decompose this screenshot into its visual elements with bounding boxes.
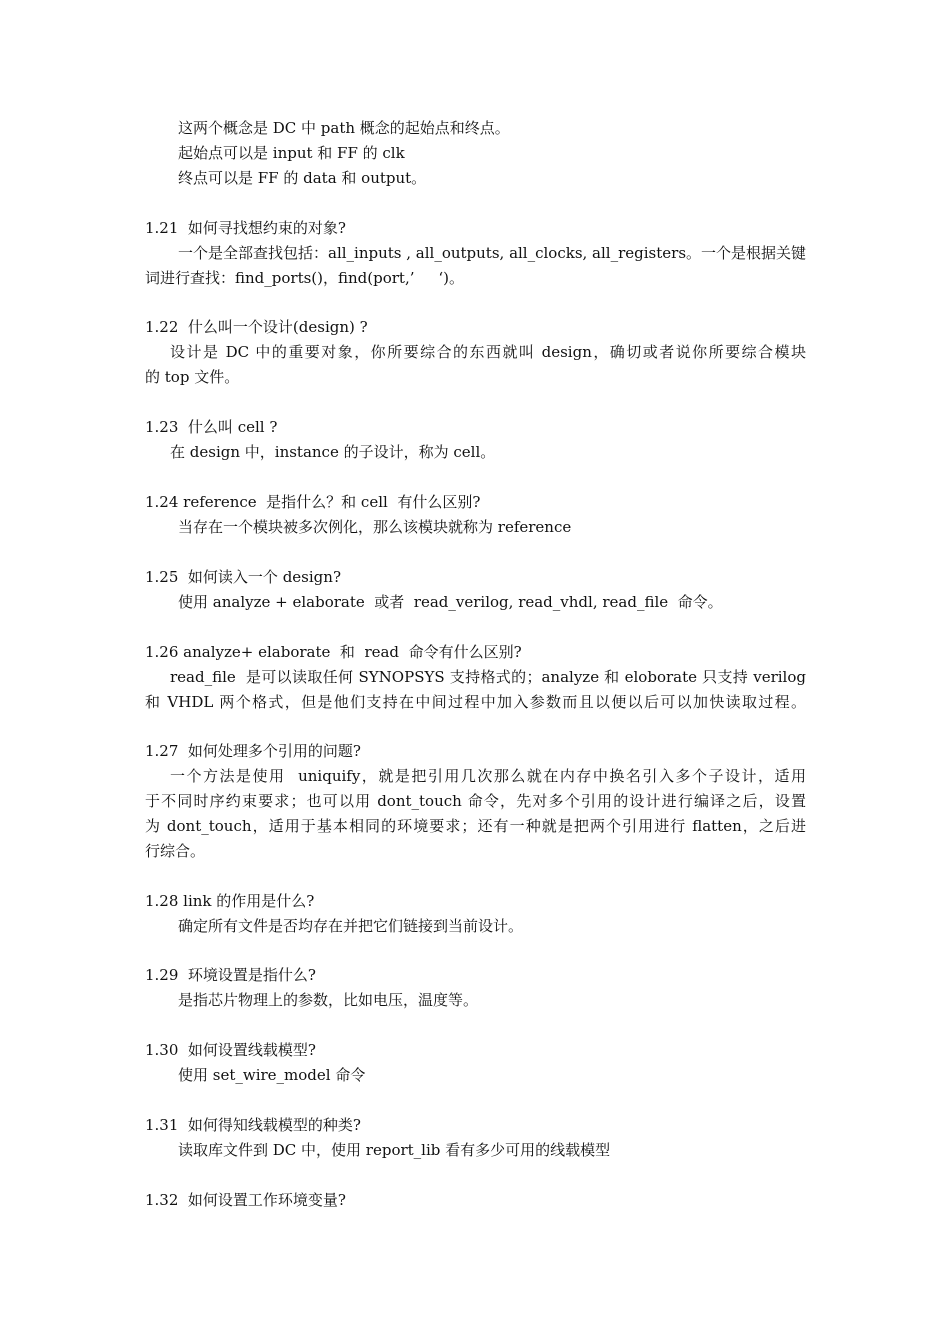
- section-1-31-text-1: 读取库文件到 DC 中，使用 report_lib 看有多少可用的线载模型: [178, 1141, 611, 1159]
- section-1-22-text-2: 的 top 文件。: [145, 368, 240, 386]
- section-1-29-text-1: 是指芯片物理上的参数，比如电压，温度等。: [178, 991, 479, 1009]
- section-1-31-heading: 1.31 如何得知线载模型的种类?: [145, 1116, 361, 1134]
- section-1-32-heading: 1.32 如何设置工作环境变量?: [145, 1191, 346, 1209]
- section-1-27-text-3: 为 dont_touch，适用于基本相同的环境要求；还有一种就是把两个引用进行 flatten，之后进: [145, 817, 806, 835]
- section-1-22-heading: 1.22 什么叫一个设计(design) ?: [145, 318, 368, 336]
- section-1-30-heading: 1.30 如何设置线载模型?: [145, 1041, 316, 1059]
- section-1-29-heading: 1.29 环境设置是指什么?: [145, 966, 316, 984]
- section-1-27-text-2: 于不同时序约束要求；也可以用 dont_touch 命令，先对多个引用的设计进行编译之后，设置: [145, 792, 806, 810]
- section-1-25-heading: 1.25 如何读入一个 design?: [145, 568, 341, 586]
- intro-line-2: 起始点可以是 input 和 FF 的 clk: [178, 144, 405, 162]
- section-1-26-text-1: read_file 是可以读取任何 SYNOPSYS 支持格式的；analyze 和 eloborate 只支持 verilog: [170, 668, 806, 686]
- section-1-23-heading: 1.23 什么叫 cell ?: [145, 418, 278, 436]
- section-1-26-text-2: 和 VHDL 两个格式，但是他们支持在中间过程中加入参数而且以便以后可以加快读取过程。: [145, 693, 806, 711]
- section-1-27-text-1: 一个方法是使用 uniquify，就是把引用几次那么就在内存中换名引入多个子设计，适用: [170, 767, 806, 785]
- section-1-25-text-1: 使用 analyze + elaborate 或者 read_verilog, read_vhdl, read_file 命令。: [178, 593, 723, 611]
- intro-line-3: 终点可以是 FF 的 data 和 output。: [178, 169, 427, 187]
- section-1-21-heading: 1.21 如何寻找想约束的对象?: [145, 219, 346, 237]
- section-1-27-text-4: 行综合。: [145, 842, 206, 860]
- section-1-28-text-1: 确定所有文件是否均存在并把它们链接到当前设计。: [178, 917, 524, 935]
- section-1-21-text-2: 词进行查找：find_ports()，find(port,’ ‘)。: [145, 269, 464, 287]
- section-1-30-text-1: 使用 set_wire_model 命令: [178, 1066, 366, 1084]
- section-1-26-heading: 1.26 analyze+ elaborate 和 read 命令有什么区别?: [145, 643, 522, 661]
- section-1-21-text-1: 一个是全部查找包括：all_inputs , all_outputs, all_clocks, all_registers。一个是根据关键: [178, 244, 807, 262]
- section-1-22-text-1: 设计是 DC 中的重要对象，你所要综合的东西就叫 design，确切或者说你所要综合模块: [170, 343, 806, 361]
- section-1-27-heading: 1.27 如何处理多个引用的问题?: [145, 742, 361, 760]
- section-1-28-heading: 1.28 link 的作用是什么?: [145, 892, 315, 910]
- section-1-24-text-1: 当存在一个模块被多次例化，那么该模块就称为 reference: [178, 518, 572, 536]
- section-1-24-heading: 1.24 reference 是指什么？和 cell 有什么区别?: [145, 493, 481, 511]
- intro-line-1: 这两个概念是 DC 中 path 概念的起始点和终点。: [178, 119, 510, 137]
- section-1-23-text-1: 在 design 中，instance 的子设计，称为 cell。: [170, 443, 496, 461]
